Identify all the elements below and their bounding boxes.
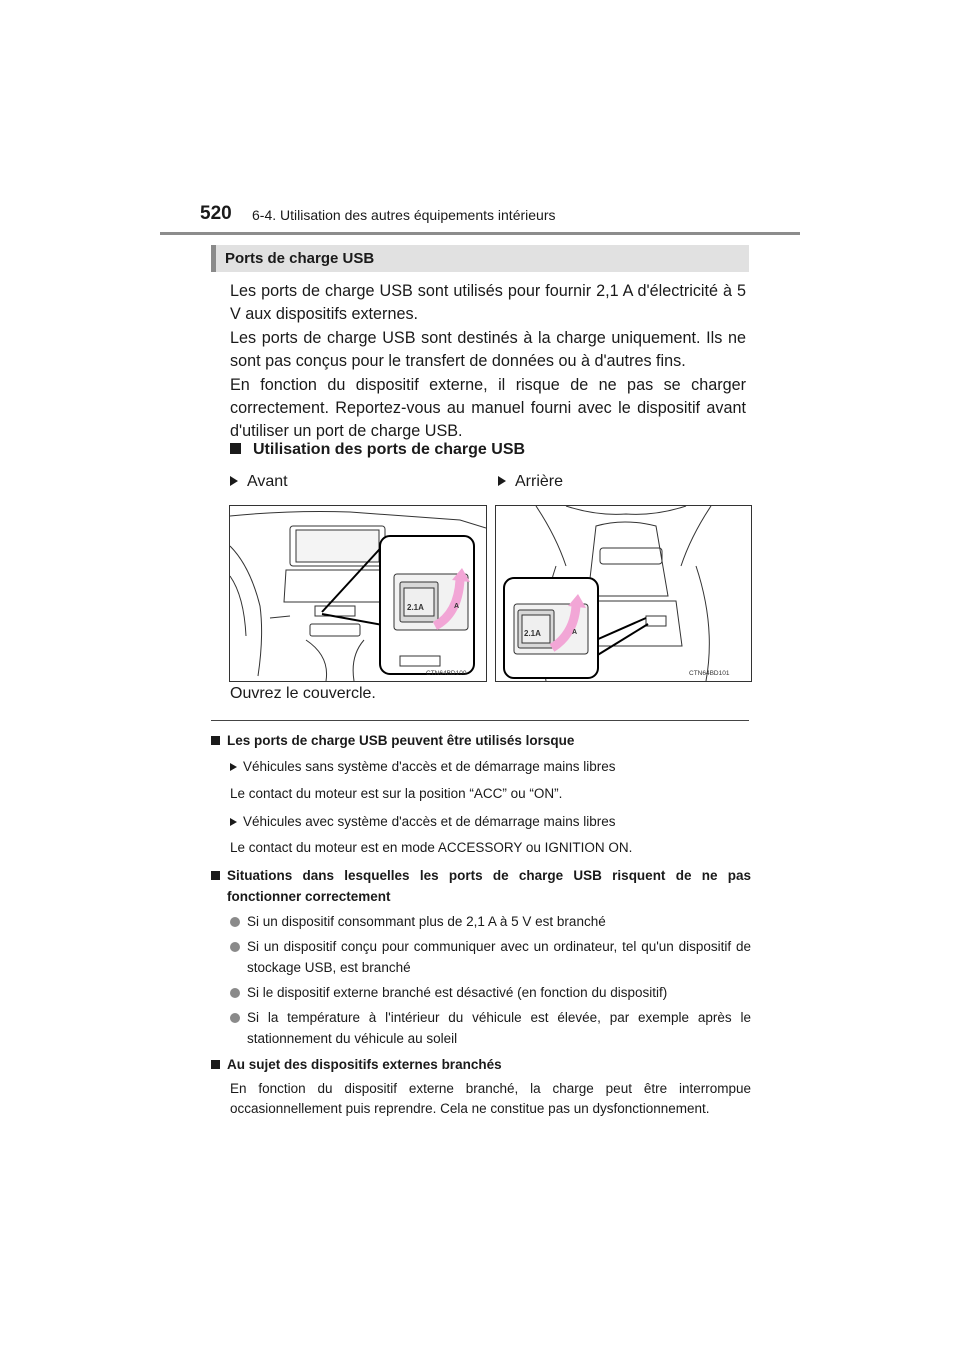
list-item-text: Si la température à l'intérieur du véhicule est élevée, par exemple après le stationnement du véhicule au soleil (247, 1010, 751, 1046)
note-heading (211, 731, 751, 751)
note-heading (211, 1055, 751, 1075)
triangle-bullet-icon (230, 818, 237, 826)
note-sub-label (211, 757, 751, 777)
section-accent (211, 245, 216, 272)
front-port-label: 2.1A (407, 603, 424, 612)
dot-bullet-icon (230, 942, 240, 952)
rear-console-drawing (496, 506, 751, 681)
square-bullet-icon (211, 736, 220, 745)
note-heading-text: Au sujet des dispositifs externes branchés (227, 1056, 502, 1072)
rear-image-code: CTN64BD101 (689, 670, 730, 677)
dot-bullet-icon (230, 917, 240, 927)
illustration-caption: Ouvrez le couvercle. (230, 685, 376, 702)
triangle-bullet-icon (498, 476, 506, 486)
label-rear-text: Arrière (515, 473, 564, 490)
illustration-front (229, 505, 487, 682)
list-item (211, 983, 751, 1003)
note-sub-label-text: Véhicules avec système d'accès et de démarrage mains libres (243, 813, 616, 829)
front-image-code: CTN64BD100 (426, 670, 467, 677)
note-sub-label (211, 812, 751, 832)
label-front-text: Avant (247, 473, 288, 490)
list-item-text: Si un dispositif conçu pour communiquer avec un ordinateur, tel qu'un dispositif de stockage USB, est branché (247, 939, 751, 975)
triangle-bullet-icon (230, 763, 237, 771)
intro-paragraph: Les ports de charge USB sont utilisés pour fournir 2,1 A d'électricité à 5 V aux dispositifs externes. (230, 282, 746, 324)
subheading (230, 441, 525, 459)
label-rear (498, 473, 563, 491)
list-item (211, 1008, 751, 1049)
note-heading-text: Les ports de charge USB peuvent être utilisés lorsque (227, 733, 575, 748)
list-item (211, 937, 751, 978)
list-item-text: Si un dispositif consommant plus de 2,1 A à 5 V est branché (247, 914, 606, 930)
header-rule (160, 232, 800, 235)
front-port-label-small: A (454, 603, 460, 610)
label-front (230, 473, 288, 491)
intro-paragraph: Les ports de charge USB sont destinés à la charge uniquement. Ils ne sont pas conçus pour le transfert de données ou à d'autres fins. (230, 328, 746, 371)
dot-bullet-icon (230, 1013, 240, 1023)
intro-paragraph: En fonction du dispositif externe, il risque de ne pas se charger correctement. Reportez-vous au manuel fourni avec le dispositif avant d'utiliser un port de charge USB. (230, 375, 746, 441)
note-text: Le contact du moteur est sur la position “ACC” ou “ON”. (230, 785, 563, 801)
note-sub-label-text: Véhicules sans système d'accès et de démarrage mains libres (243, 759, 616, 775)
section-title: Ports de charge USB (225, 250, 375, 267)
section-divider (211, 720, 749, 721)
page-number: 520 (200, 203, 232, 224)
note-text: Le contact du moteur est en mode ACCESSORY ou IGNITION ON. (230, 840, 633, 856)
triangle-bullet-icon (230, 476, 238, 486)
rear-port-label: 2.1A (524, 629, 541, 638)
list-item (211, 912, 751, 932)
square-bullet-icon (230, 443, 241, 454)
note-heading (211, 866, 751, 907)
chapter-title: 6-4. Utilisation des autres équipements intérieurs (252, 207, 556, 223)
subheading-text: Utilisation des ports de charge USB (253, 441, 526, 458)
list-item-text: Si le dispositif externe branché est désactivé (en fonction du dispositif) (247, 984, 668, 1000)
notes-block (211, 731, 751, 1120)
square-bullet-icon (211, 871, 220, 880)
intro-text (230, 280, 746, 444)
dot-bullet-icon (230, 988, 240, 998)
note-heading-text: Situations dans lesquelles les ports de charge USB risquent de ne pas fonctionner correctement (227, 868, 751, 904)
square-bullet-icon (211, 1060, 220, 1069)
illustration-rear (495, 505, 752, 682)
section-heading-bar (211, 245, 749, 272)
rear-port-label-small: A (572, 629, 578, 636)
note-text: En fonction du dispositif externe branché, la charge peut être interrompue occasionnellement puis reprendre. Cela ne constitue pas un dysfonctionnement. (230, 1081, 751, 1117)
front-dashboard-drawing (230, 506, 486, 681)
